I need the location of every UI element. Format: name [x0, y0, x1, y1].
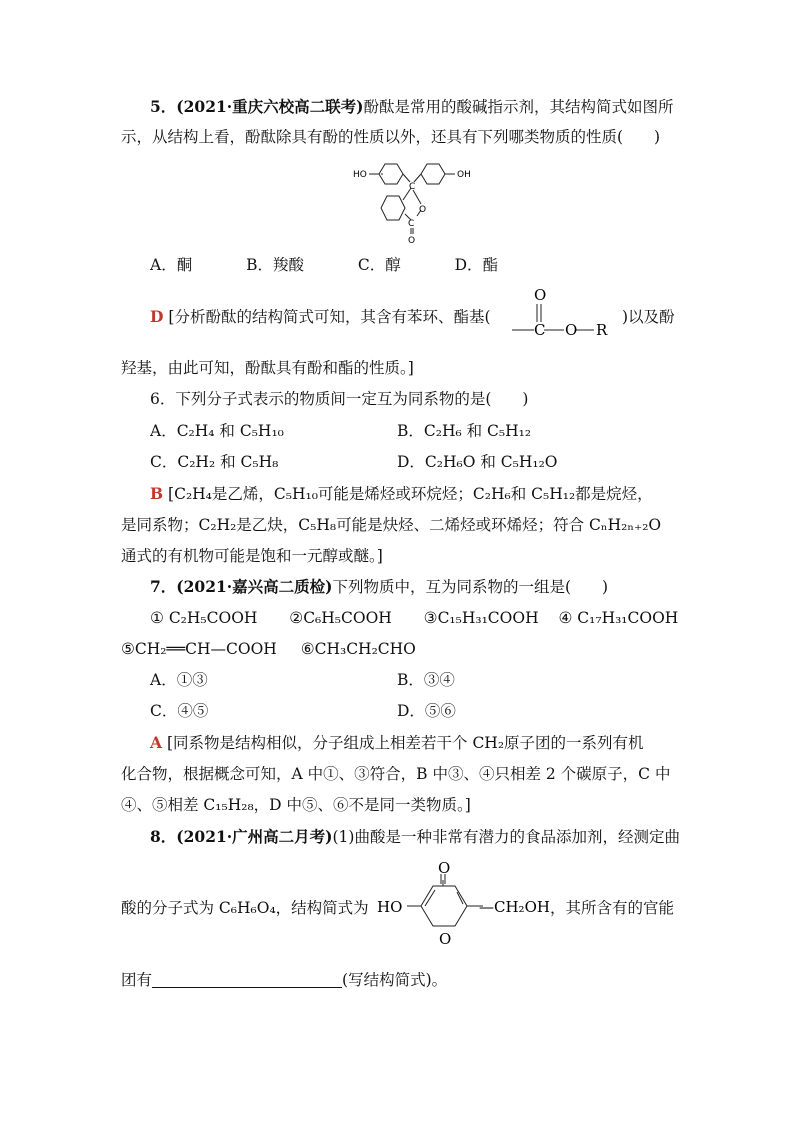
c-center-label: C — [409, 182, 416, 192]
q5-prefix: 5．(2021·重庆六校高二联考) — [150, 97, 364, 116]
q7-option-d: D．⑤⑥ — [397, 702, 456, 720]
q8-stem-2a: 酸的分子式为 C₆H₆O₄，结构简式为 — [121, 899, 369, 917]
ester-r: R — [596, 321, 608, 339]
q7-explain-2: 化合物，根据概念可知，A 中①、③符合，B 中③、④只相差 2 个碳原子，C 中 — [121, 765, 671, 783]
ester-o: O — [565, 321, 578, 339]
q5-explain-1b: )以及酚 — [622, 308, 675, 326]
q7-items-1 — [150, 607, 706, 629]
o-carbonyl-label: O — [408, 236, 416, 246]
ho-right-label: OH — [457, 170, 471, 180]
q8-stem-1: (1)曲酸是一种非常有潜力的食品添加剂，经测定曲 — [332, 828, 680, 846]
o-ring-label: O — [419, 205, 427, 215]
q7-items-2 — [121, 638, 677, 660]
ester-o-top: O — [534, 286, 547, 304]
q6-explain-3: 通式的有机物可能是饱和一元醇或醚。] — [121, 547, 383, 565]
ho-left-label: HO — [353, 170, 367, 180]
q6-explain-2: 是同系物；C₂H₂是乙炔，C₅H₈可能是炔烃、二烯烃或环烯烃；符合 CₙH₂ₙ₊₂O — [121, 516, 662, 534]
q7-stem: 下列物质中，互为同系物的一组是( ) — [332, 578, 609, 596]
q8-line-3 — [121, 969, 677, 991]
q5-option-b: B．羧酸 — [246, 256, 304, 274]
q6-explain-line-1 — [150, 483, 706, 505]
kojic-ch2oh: —CH₂OH — [479, 898, 550, 916]
q5-explain-1: [分析酚酞的结构简式可知，其含有苯环、酯基( — [168, 308, 491, 326]
q5-explain-2: 羟基，由此可知，酚酞具有酚和酯的性质。] — [121, 359, 414, 377]
phenolphthalein-structure — [345, 156, 495, 250]
q7-item-5: ⑤CH₂══CH—COOH — [121, 640, 277, 658]
q5-line-2: 示，从结构上看，酚酞除具有酚的性质以外，还具有下列哪类物质的性质( ) — [121, 128, 661, 146]
c-carbonyl-label: C — [408, 219, 415, 229]
q6-stem: 6．下列分子式表示的物质间一定互为同系物的是( ) — [150, 390, 529, 408]
q8-stem-3a: 团有 — [121, 971, 153, 989]
q7-explain-line-1 — [150, 732, 706, 754]
ester-c: C — [534, 321, 546, 339]
q5-option-a: A．酮 — [150, 256, 193, 274]
q5-text-1: 酚酞是常用的酸碱指示剂，其结构简式如图所 — [363, 98, 674, 116]
q5-option-d: D．酯 — [454, 256, 499, 274]
q8-prefix: 8．(2021·广州高二月考) — [150, 827, 333, 846]
q7-explain-3: ④、⑤相差 C₁₅H₂₈，D 中⑤、⑥不是同一类物质。] — [121, 796, 471, 814]
q7-option-b: B．③④ — [397, 671, 455, 689]
q8-line-1 — [150, 826, 706, 848]
q7-explain-1: [同系物是结构相似，分子组成上相差若干个 CH₂原子团的一系列有机 — [166, 734, 644, 752]
q7-option-a: A．①③ — [150, 671, 208, 689]
kojic-acid-structure — [375, 858, 550, 952]
q7-item-6: ⑥CH₃CH₂CHO — [300, 640, 416, 658]
q8-stem-2b: ，其所含有的官能 — [550, 899, 675, 917]
ester-group-structure — [510, 284, 620, 346]
q7-answer: A — [150, 733, 163, 752]
q6-option-b: B．C₂H₆ 和 C₅H₁₂ — [397, 422, 532, 440]
q7-item-2: ②C₆H₅COOH — [289, 609, 392, 627]
q7-item-4: ④ C₁₇H₃₁COOH — [558, 609, 679, 627]
q6-option-a: A．C₂H₄ 和 C₅H₁₀ — [150, 422, 284, 440]
q6-answer: B — [150, 484, 164, 503]
q7-prefix: 7．(2021·嘉兴高二质检) — [150, 577, 333, 596]
q6-option-d: D．C₂H₆O 和 C₅H₁₂O — [397, 453, 558, 471]
q7-option-c: C．④⑤ — [150, 702, 209, 720]
answer-blank[interactable] — [152, 971, 342, 988]
kojic-o-top: O — [438, 859, 451, 877]
q6-explain-1: [C₂H₄是乙烯，C₅H₁₀可能是烯烃或环烷烃；C₂H₆和 C₅H₁₂都是烷烃， — [168, 485, 653, 503]
kojic-ho: HO — [377, 898, 403, 916]
q7-line-1 — [150, 576, 706, 598]
kojic-o-ring: O — [439, 930, 452, 948]
q8-stem-3b: (写结构简式)。 — [342, 971, 448, 989]
q7-item-3: ③C₁₅H₃₁COOH — [423, 609, 539, 627]
q5-answer: D — [150, 307, 164, 326]
q6-option-c: C．C₂H₂ 和 C₅H₈ — [150, 453, 279, 471]
q5-line-1 — [150, 96, 706, 118]
q5-options — [150, 254, 706, 276]
q7-item-1: ① C₂H₅COOH — [150, 609, 258, 627]
q5-option-c: C．醇 — [357, 256, 401, 274]
